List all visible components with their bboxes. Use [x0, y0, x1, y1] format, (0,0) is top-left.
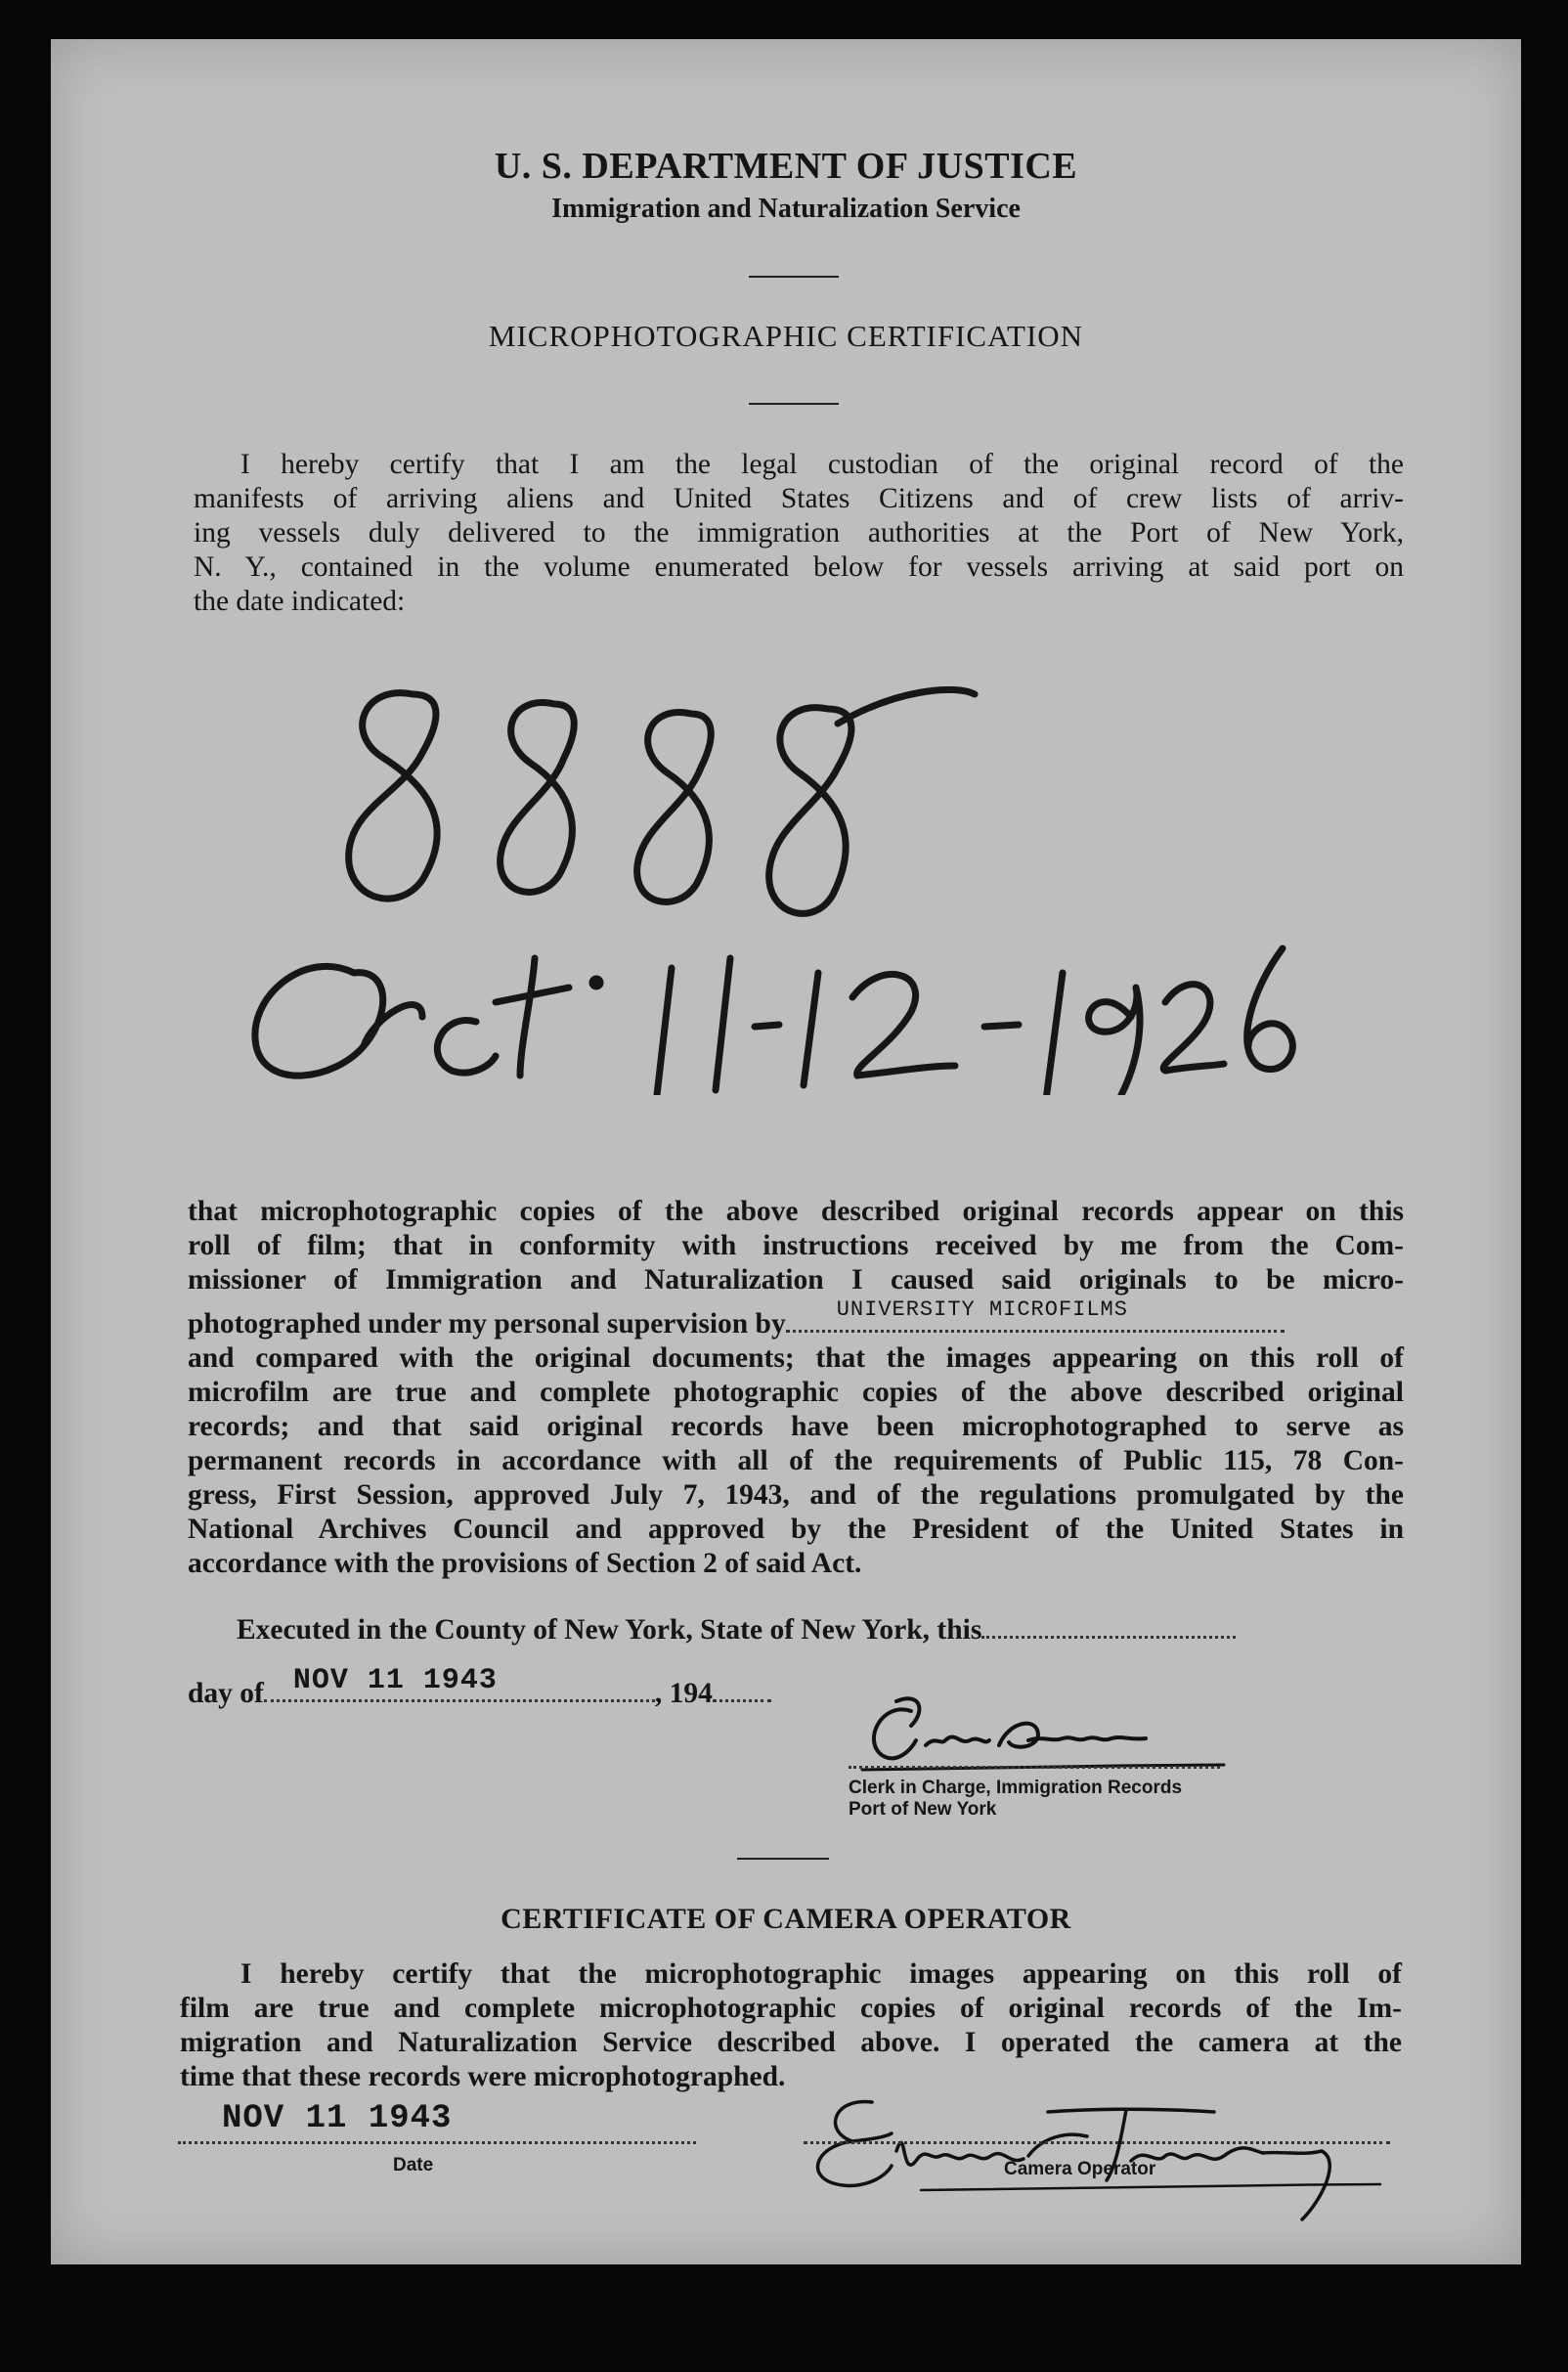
camera-line: I hereby certify that the microphotographic images appearing on this roll of: [240, 1958, 1402, 1990]
camera-operator-signature-line: [804, 2141, 1390, 2144]
clerk-title-line2: Port of New York: [849, 1799, 997, 1820]
body-line: National Archives Council and approved by the President of the United States in: [188, 1514, 1404, 1545]
date-stamp: NOV 11 1943: [292, 1664, 498, 1697]
camera-line: migration and Naturalization Service described above. I operated the camera at the: [180, 2027, 1402, 2058]
certificate-page: [51, 39, 1521, 2264]
handwritten-8: [501, 703, 575, 893]
body-line: accordance with the provisions of Section 2 of said Act.: [188, 1548, 862, 1579]
department-heading: U. S. DEPARTMENT OF JUSTICE: [494, 146, 1078, 187]
camera-operator-signature: [794, 2083, 1439, 2229]
supervision-field: [786, 1297, 1285, 1333]
form-title: MICROPHOTOGRAPHIC CERTIFICATION: [488, 319, 1084, 353]
body-line: gress, First Session, approved July 7, 1943, and of the regulations promulgated by the: [188, 1479, 1404, 1511]
intro-paragraph: [194, 448, 1404, 619]
body-line: microfilm are true and complete photographic copies of the above described original: [188, 1377, 1404, 1408]
intro-line: ing vessels duly delivered to the immigration authorities at the Port of New York,: [194, 517, 1404, 549]
camera-date-stamp: NOV 11 1943: [222, 2100, 453, 2137]
body-line: records; and that said original records have been microphotographed to serve as: [188, 1411, 1404, 1442]
year-field: [713, 1678, 771, 1702]
clerk-title-line1: Clerk in Charge, Immigration Records: [849, 1778, 1183, 1798]
service-subheading: Immigration and Naturalization Service: [551, 194, 1021, 224]
camera-operator-label: Camera Operator: [1004, 2159, 1156, 2179]
clerk-signature: [852, 1682, 1243, 1789]
body-line: permanent records in accordance with all of the requirements of Public 115, 78 Con-: [188, 1445, 1404, 1476]
supervision-prefix: photographed under my personal supervision by: [188, 1308, 786, 1340]
day-of-label: day of: [188, 1678, 264, 1709]
camera-operator-paragraph: [180, 1957, 1402, 2094]
divider-bottom: [749, 403, 839, 405]
day-of-field: [264, 1664, 655, 1702]
handwritten-8: [769, 689, 975, 913]
clerk-signature-line: [849, 1766, 1220, 1769]
body-line: roll of film; that in conformity with instructions received by me from the Com-: [188, 1230, 1404, 1261]
executed-day-field: [981, 1614, 1236, 1639]
body-line: missioner of Immigration and Naturalization I caused said originals to be micro-: [188, 1264, 1404, 1296]
handwritten-8: [637, 713, 712, 902]
intro-line: N. Y., contained in the volume enumerated below for vessels arriving at said port on: [194, 551, 1404, 583]
camera-operator-heading: CERTIFICATE OF CAMERA OPERATOR: [501, 1903, 1071, 1935]
date-label: Date: [393, 2155, 434, 2175]
body-line: that microphotographic copies of the above described original records appear on this: [188, 1196, 1404, 1227]
clerk-title: [849, 1778, 1182, 1821]
handwritten-volume-and-dates: [227, 636, 1341, 1095]
executed-line: [188, 1613, 1404, 1647]
divider-top: [749, 276, 839, 278]
body-line: and compared with the original documents; that the images appearing on this roll of: [188, 1342, 1404, 1374]
camera-line: film are true and complete microphotographic copies of original records of the Im-: [180, 1993, 1402, 2024]
intro-line: manifests of arriving aliens and United States Citizens and of crew lists of arriv-: [194, 483, 1404, 514]
year-prefix: , 194: [654, 1678, 713, 1709]
camera-date-field: [178, 2141, 696, 2144]
university-microfilms-stamp: UNIVERSITY MICROFILMS: [836, 1297, 1128, 1322]
supervision-line: [188, 1297, 1404, 1341]
intro-line: I hereby certify that I am the legal custodian of the original record of the: [240, 449, 1404, 480]
camera-line: time that these records were microphotographed.: [180, 2061, 786, 2092]
divider-camera: [737, 1858, 829, 1860]
body-paragraph: [188, 1195, 1404, 1581]
handwritten-8: [349, 693, 438, 899]
intro-line: the date indicated:: [194, 586, 406, 617]
executed-text: Executed in the County of New York, State of New York, this: [237, 1614, 982, 1646]
